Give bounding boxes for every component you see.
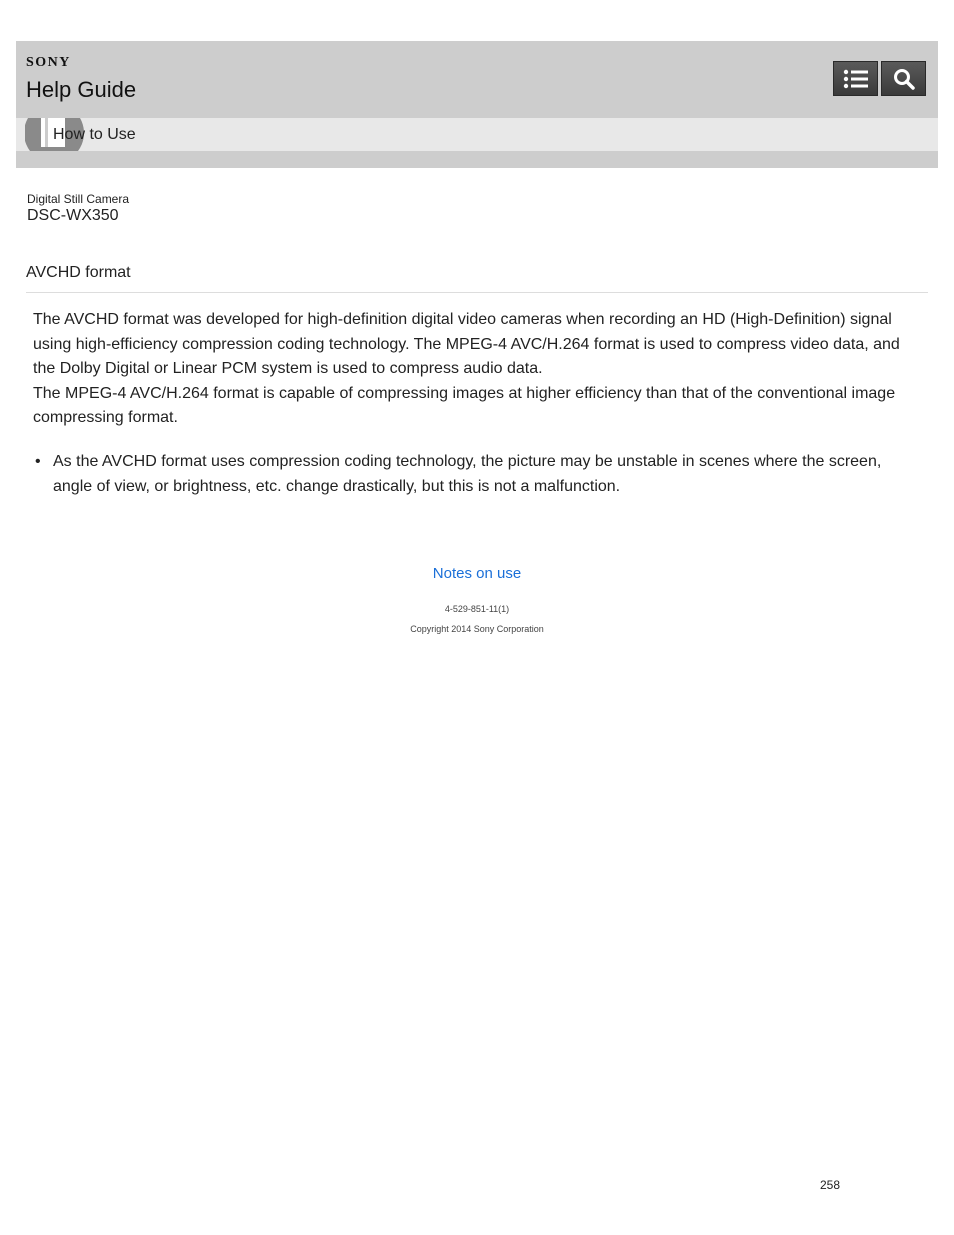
page-title: AVCHD format: [26, 264, 131, 281]
bullet-icon: •: [35, 453, 41, 470]
notes-list: [33, 450, 923, 499]
search-button[interactable]: [881, 61, 926, 96]
copyright: Copyright 2014 Sony Corporation: [410, 624, 544, 634]
document-code: 4-529-851-11(1): [444, 604, 510, 614]
table-of-contents-button[interactable]: [833, 61, 878, 96]
search-icon: [893, 68, 915, 90]
breadcrumb-how-to-use[interactable]: How to Use: [53, 126, 136, 143]
article-body: [33, 308, 923, 431]
body-paragraph: The MPEG-4 AVC/H.264 format is capable of compressing images at higher efficiency than that of the conventional image compressing format.: [33, 384, 896, 426]
note-text: As the AVCHD format uses compression coding technology, the picture may be unstable in scenes where the screen, angle of view, or brightness, etc. change drastically, but this is not a malfunction.: [53, 453, 882, 495]
product-category: Digital Still Camera: [27, 192, 130, 206]
body-paragraph: The AVCHD format was developed for high-definition digital video cameras when recording an HD (High-Definition) signal using high-efficiency compression coding technology. The MPEG-4 AVC/H.264 format is used to compress video data, and the Dolby Digital or Linear PCM system is used to compress audio data.: [33, 311, 900, 377]
footer-link-container: [0, 565, 954, 582]
breadcrumb: [16, 118, 938, 151]
header-band: [16, 151, 938, 168]
sony-logo[interactable]: SONY: [26, 55, 71, 70]
header: [16, 41, 938, 118]
page-number: 258: [820, 1178, 841, 1192]
divider: [26, 292, 928, 293]
list-icon: [843, 69, 869, 89]
notes-on-use-link[interactable]: Notes on use: [432, 565, 522, 582]
list-item: [33, 450, 923, 499]
help-guide-title[interactable]: Help Guide: [26, 77, 137, 102]
product-model: DSC-WX350: [27, 207, 119, 224]
